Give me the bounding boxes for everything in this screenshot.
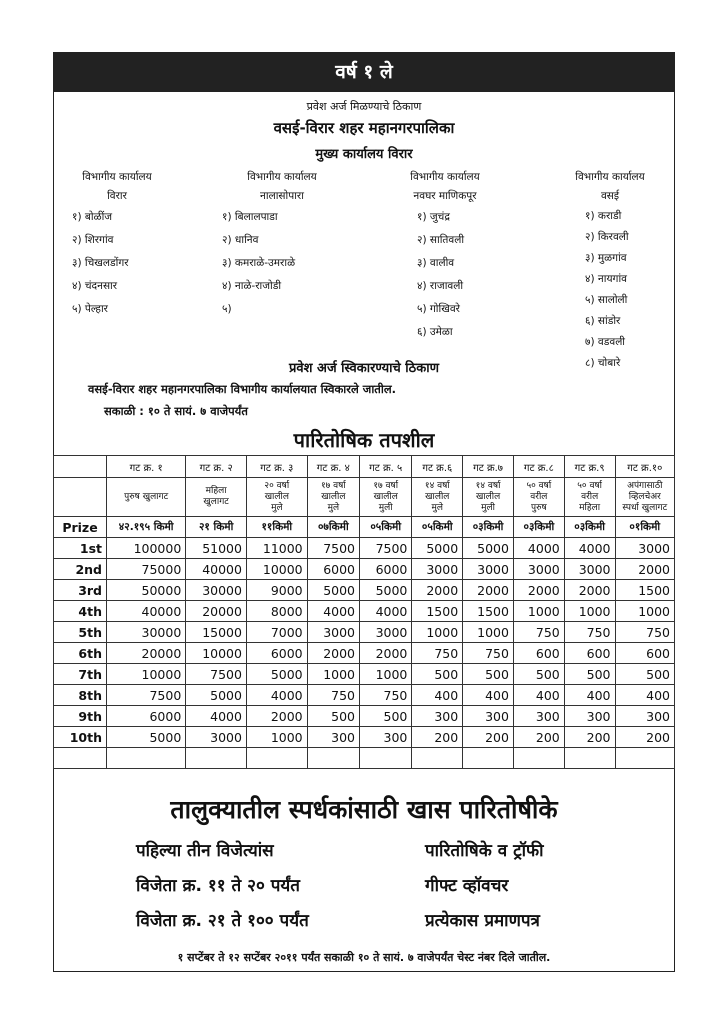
blank-cell bbox=[412, 748, 463, 769]
rank-cell: 9th bbox=[54, 706, 107, 727]
category-line: खालील bbox=[321, 491, 346, 502]
prize-amount: 3000 bbox=[307, 622, 359, 643]
blank-cell bbox=[564, 748, 615, 769]
rank-cell: 10th bbox=[54, 727, 107, 748]
prize-amount: 2000 bbox=[412, 580, 463, 601]
prize-amount: 2000 bbox=[513, 580, 564, 601]
prize-section-title: पारितोषिक तपशील bbox=[293, 428, 435, 452]
prize-amount: 6000 bbox=[246, 643, 307, 664]
group-header: गट क्र.१० bbox=[615, 456, 674, 478]
office-heading: विभागीय कार्यालय bbox=[575, 171, 645, 183]
category-line: ५० वर्षा bbox=[577, 480, 602, 491]
office-name: वसई bbox=[600, 190, 620, 202]
category-line: १७ वर्षा bbox=[373, 480, 399, 491]
category-header bbox=[360, 478, 412, 517]
prize-amount: 3000 bbox=[513, 559, 564, 580]
prize-amount: 2000 bbox=[307, 643, 359, 664]
prize-amount: 4000 bbox=[513, 538, 564, 559]
prize-amount: 2000 bbox=[615, 559, 674, 580]
office-column bbox=[62, 168, 172, 321]
category-header bbox=[513, 478, 564, 517]
prize-amount: 5000 bbox=[186, 685, 247, 706]
office-ward-item: ६) सांडोर bbox=[585, 315, 621, 327]
prize-amount: 2000 bbox=[360, 643, 412, 664]
special-prizes-title: तालुक्यातील स्पर्धकांसाठी खास पारितोषीके bbox=[170, 795, 558, 824]
prize-amount: 20000 bbox=[186, 601, 247, 622]
prize-amount: 750 bbox=[564, 622, 615, 643]
prize-amount: 4000 bbox=[307, 601, 359, 622]
prize-amount: 500 bbox=[564, 664, 615, 685]
category-header bbox=[107, 478, 186, 517]
category-line: मुले bbox=[431, 502, 444, 513]
office-name: नालासोपारा bbox=[260, 190, 304, 202]
office-ward-item: ४) राजावली bbox=[417, 280, 464, 292]
office-ward-item: ४) चंदनसार bbox=[72, 280, 118, 292]
category-line: मुले bbox=[327, 502, 340, 513]
category-line: १७ वर्षा bbox=[320, 480, 346, 491]
group-header: गट क्र. ५ bbox=[360, 456, 412, 478]
distance-cell: ०३किमी bbox=[513, 517, 564, 538]
prize-amount: 1000 bbox=[307, 664, 359, 685]
prize-amount: 750 bbox=[463, 643, 514, 664]
special-prize-condition: विजेता क्र. ११ ते २० पर्यंत bbox=[136, 876, 300, 896]
office-heading: विभागीय कार्यालय bbox=[247, 171, 317, 183]
prize-amount: 300 bbox=[513, 706, 564, 727]
office-ward-item: १) कराडी bbox=[585, 210, 622, 222]
special-prize-award: पारितोषिके व ट्रॉफी bbox=[425, 841, 544, 861]
distance-cell: ०३किमी bbox=[564, 517, 615, 538]
prize-amount: 1000 bbox=[564, 601, 615, 622]
office-ward-item: १) बोळींज bbox=[72, 211, 113, 223]
category-header bbox=[186, 478, 247, 517]
category-header bbox=[246, 478, 307, 517]
prize-amount: 300 bbox=[615, 706, 674, 727]
prize-amount: 400 bbox=[513, 685, 564, 706]
prize-amount: 3000 bbox=[615, 538, 674, 559]
group-header: गट क्र. १ bbox=[107, 456, 186, 478]
office-ward-item: ५) गोखिवरे bbox=[417, 303, 460, 315]
office-ward-item: १) बिलालपाडा bbox=[222, 211, 278, 223]
office-ward-item: ४) नाळे-राजोडी bbox=[222, 280, 282, 292]
prize-amount: 500 bbox=[360, 706, 412, 727]
prize-amount: 1000 bbox=[513, 601, 564, 622]
blank-cell bbox=[246, 748, 307, 769]
group-header: गट क्र.७ bbox=[463, 456, 514, 478]
office-ward-item: २) सातिवली bbox=[417, 234, 465, 246]
office-ward-item: ७) वडवली bbox=[585, 336, 626, 348]
prize-amount: 500 bbox=[513, 664, 564, 685]
office-ward-item: २) किरवली bbox=[585, 231, 629, 243]
prize-amount: 500 bbox=[615, 664, 674, 685]
category-line: वरील bbox=[581, 491, 599, 502]
category-line: खालील bbox=[264, 491, 289, 502]
prize-amount: 2000 bbox=[463, 580, 514, 601]
category-line: मुले bbox=[271, 502, 283, 513]
prize-amount: 7500 bbox=[186, 664, 247, 685]
category-line: पुरुष bbox=[530, 502, 547, 513]
office-ward-item: २) शिरगांव bbox=[72, 234, 114, 246]
prize-amount: 750 bbox=[307, 685, 359, 706]
prize-amount: 9000 bbox=[246, 580, 307, 601]
prize-amount: 6000 bbox=[107, 706, 186, 727]
category-line: अपंगासाठी bbox=[627, 480, 663, 491]
prize-amount: 600 bbox=[513, 643, 564, 664]
office-ward-item: ६) उमेळा bbox=[417, 326, 453, 338]
prize-amount: 75000 bbox=[107, 559, 186, 580]
prize-amount: 50000 bbox=[107, 580, 186, 601]
category-line: मुली bbox=[378, 502, 393, 513]
category-header bbox=[615, 478, 674, 517]
prize-amount: 4000 bbox=[564, 538, 615, 559]
prize-amount: 1000 bbox=[615, 601, 674, 622]
prize-amount: 750 bbox=[513, 622, 564, 643]
blank-cell bbox=[463, 748, 514, 769]
special-prize-condition: पहिल्या तीन विजेत्यांस bbox=[136, 841, 274, 861]
prize-amount: 2000 bbox=[564, 580, 615, 601]
rank-cell: 4th bbox=[54, 601, 107, 622]
office-ward-item: ३) वालीव bbox=[417, 257, 455, 269]
prize-amount: 1500 bbox=[615, 580, 674, 601]
distance-cell: ०७किमी bbox=[307, 517, 359, 538]
prize-amount: 1500 bbox=[412, 601, 463, 622]
category-line: ५० वर्षा bbox=[526, 480, 552, 491]
prize-amount: 1500 bbox=[463, 601, 514, 622]
rank-cell: 6th bbox=[54, 643, 107, 664]
blank-cell bbox=[107, 748, 186, 769]
prize-amount: 200 bbox=[564, 727, 615, 748]
distance-cell: ४२.१९५ किमी bbox=[107, 517, 186, 538]
acceptance-line-1: वसई-विरार शहर महानगरपालिका विभागीय कार्यालयात स्विकारले जातील. bbox=[88, 382, 396, 396]
prize-amount: 400 bbox=[564, 685, 615, 706]
office-ward-item: ३) मुळगांव bbox=[585, 252, 627, 264]
prize-amount: 4000 bbox=[246, 685, 307, 706]
group-header: गट क्र.६ bbox=[412, 456, 463, 478]
category-header bbox=[307, 478, 359, 517]
prize-amount: 7000 bbox=[246, 622, 307, 643]
prize-amount: 3000 bbox=[360, 622, 412, 643]
category-line: महिला bbox=[579, 502, 601, 513]
prize-amount: 10000 bbox=[186, 643, 247, 664]
rank-cell: 2nd bbox=[54, 559, 107, 580]
distance-cell: ०५किमी bbox=[412, 517, 463, 538]
rank-cell: 5th bbox=[54, 622, 107, 643]
category-line: पुरुष खुलागट bbox=[124, 491, 169, 502]
category-line: खुलागट bbox=[203, 497, 229, 507]
prize-amount: 5000 bbox=[107, 727, 186, 748]
year-header: वर्ष १ ले bbox=[53, 52, 675, 92]
rank-cell: 8th bbox=[54, 685, 107, 706]
rank-cell: 7th bbox=[54, 664, 107, 685]
special-prize-award: गीफ्ट व्हॉवचर bbox=[425, 876, 509, 896]
category-line: खालील bbox=[425, 491, 450, 502]
office-ward-item: ५) सालोली bbox=[585, 294, 628, 306]
special-prize-condition: विजेता क्र. २१ ते १०० पर्यंत bbox=[136, 911, 309, 931]
prize-amount: 1000 bbox=[463, 622, 514, 643]
office-ward-item: ८) चोबारे bbox=[585, 357, 621, 369]
distance-cell: ०३किमी bbox=[463, 517, 514, 538]
prize-amount: 750 bbox=[412, 643, 463, 664]
prize-amount: 400 bbox=[463, 685, 514, 706]
prize-amount: 5000 bbox=[360, 580, 412, 601]
prize-amount: 10000 bbox=[246, 559, 307, 580]
prize-amount: 3000 bbox=[412, 559, 463, 580]
distance-cell: ०१किमी bbox=[615, 517, 674, 538]
office-column bbox=[555, 168, 665, 374]
prize-amount: 2000 bbox=[246, 706, 307, 727]
prize-amount: 750 bbox=[360, 685, 412, 706]
group-header: गट क्र.९ bbox=[564, 456, 615, 478]
category-line: वरील bbox=[530, 491, 548, 502]
rank-cell: 1st bbox=[54, 538, 107, 559]
category-line: २० वर्षा bbox=[264, 480, 290, 491]
prize-amount: 7500 bbox=[307, 538, 359, 559]
prize-amount: 5000 bbox=[463, 538, 514, 559]
prize-amount: 500 bbox=[412, 664, 463, 685]
prize-amount: 3000 bbox=[186, 727, 247, 748]
blank-cell bbox=[186, 748, 247, 769]
category-header bbox=[463, 478, 514, 517]
blank-cell bbox=[513, 748, 564, 769]
category-line: स्पर्धा खुलागट bbox=[622, 502, 668, 513]
prize-amount: 4000 bbox=[360, 601, 412, 622]
category-header bbox=[412, 478, 463, 517]
prize-amount: 51000 bbox=[186, 538, 247, 559]
office-heading: विभागीय कार्यालय bbox=[82, 171, 152, 183]
group-header: गट क्र. ३ bbox=[246, 456, 307, 478]
offices-subtitle: प्रवेश अर्ज मिळण्याचे ठिकाण bbox=[306, 100, 422, 113]
prize-amount: 3000 bbox=[564, 559, 615, 580]
office-ward-item: १) जुचंद्र bbox=[417, 211, 450, 223]
category-line: महिला bbox=[205, 486, 227, 496]
acceptance-line-2: सकाळी : १० ते सायं. ७ वाजेपर्यंत bbox=[104, 404, 248, 418]
prize-amount: 500 bbox=[463, 664, 514, 685]
prize-amount: 300 bbox=[564, 706, 615, 727]
distance-cell: ०५किमी bbox=[360, 517, 412, 538]
prize-amount: 300 bbox=[307, 727, 359, 748]
prize-amount: 11000 bbox=[246, 538, 307, 559]
office-ward-item: ५) पेल्हार bbox=[72, 303, 108, 315]
corner-cell bbox=[54, 478, 107, 517]
prize-amount: 30000 bbox=[186, 580, 247, 601]
prize-amount: 5000 bbox=[246, 664, 307, 685]
distance-cell: ११किमी bbox=[246, 517, 307, 538]
hq-name: मुख्य कार्यालय विरार bbox=[315, 147, 413, 162]
prize-amount: 300 bbox=[360, 727, 412, 748]
chest-number-note: १ सप्टेंबर ते १२ सप्टेंबर २०११ पर्यंत सकाळी १० ते सायं. ७ वाजेपर्यंत चेस्ट नंबर दिले जातील. bbox=[177, 951, 551, 964]
prize-amount: 1000 bbox=[360, 664, 412, 685]
prize-amount: 7500 bbox=[107, 685, 186, 706]
category-line: १४ वर्षा bbox=[475, 480, 501, 491]
category-line: खालील bbox=[373, 491, 398, 502]
prize-amount: 10000 bbox=[107, 664, 186, 685]
office-ward-item: ३) कमराळे-उमराळे bbox=[222, 257, 296, 269]
prize-amount: 200 bbox=[615, 727, 674, 748]
prize-amount: 600 bbox=[564, 643, 615, 664]
distance-cell: २१ किमी bbox=[186, 517, 247, 538]
prize-amount: 200 bbox=[412, 727, 463, 748]
prize-label: Prize bbox=[54, 517, 107, 538]
category-line: खालील bbox=[475, 491, 501, 502]
special-prize-award: प्रत्येकास प्रमाणपत्र bbox=[425, 911, 540, 931]
blank-cell bbox=[307, 748, 359, 769]
blank-cell bbox=[54, 748, 107, 769]
prize-amount: 40000 bbox=[107, 601, 186, 622]
category-line: मुली bbox=[481, 502, 495, 513]
prize-amount: 400 bbox=[615, 685, 674, 706]
blank-cell bbox=[615, 748, 674, 769]
office-ward-item: २) धानिव bbox=[222, 234, 259, 246]
category-line: १४ वर्षा bbox=[424, 480, 450, 491]
corner-cell bbox=[54, 456, 107, 478]
prize-amount: 6000 bbox=[307, 559, 359, 580]
office-heading: विभागीय कार्यालय bbox=[410, 171, 480, 183]
prize-amount: 8000 bbox=[246, 601, 307, 622]
prize-amount: 15000 bbox=[186, 622, 247, 643]
prize-amount: 300 bbox=[463, 706, 514, 727]
blank-cell bbox=[360, 748, 412, 769]
office-name: नवघर माणिकपूर bbox=[413, 190, 477, 202]
prize-amount: 750 bbox=[615, 622, 674, 643]
office-name: विरार bbox=[107, 190, 127, 202]
prize-amount: 1000 bbox=[246, 727, 307, 748]
prize-amount: 30000 bbox=[107, 622, 186, 643]
prize-amount: 5000 bbox=[412, 538, 463, 559]
office-ward-item: ५) bbox=[222, 303, 232, 315]
prize-amount: 20000 bbox=[107, 643, 186, 664]
prize-amount: 5000 bbox=[307, 580, 359, 601]
prize-amount: 3000 bbox=[463, 559, 514, 580]
acceptance-title: प्रवेश अर्ज स्विकारण्याचे ठिकाण bbox=[289, 361, 439, 376]
prize-amount: 40000 bbox=[186, 559, 247, 580]
prize-amount: 1000 bbox=[412, 622, 463, 643]
office-column bbox=[385, 168, 505, 344]
prize-amount: 600 bbox=[615, 643, 674, 664]
prize-amount: 200 bbox=[463, 727, 514, 748]
office-ward-item: ३) चिखलडोंगर bbox=[72, 257, 129, 269]
office-ward-item: ४) नायगांव bbox=[585, 273, 627, 285]
category-header bbox=[564, 478, 615, 517]
prize-amount: 200 bbox=[513, 727, 564, 748]
prize-amount: 6000 bbox=[360, 559, 412, 580]
prize-amount: 100000 bbox=[107, 538, 186, 559]
org-name: वसई-विरार शहर महानगरपालिका bbox=[273, 119, 455, 137]
prize-amount: 300 bbox=[412, 706, 463, 727]
office-column bbox=[212, 168, 352, 321]
prize-table bbox=[53, 455, 675, 769]
group-header: गट क्र. २ bbox=[186, 456, 247, 478]
group-header: गट क्र.८ bbox=[513, 456, 564, 478]
prize-amount: 500 bbox=[307, 706, 359, 727]
rank-cell: 3rd bbox=[54, 580, 107, 601]
group-header: गट क्र. ४ bbox=[307, 456, 359, 478]
prize-amount: 4000 bbox=[186, 706, 247, 727]
prize-amount: 7500 bbox=[360, 538, 412, 559]
prize-amount: 400 bbox=[412, 685, 463, 706]
category-line: व्हिलचेअर bbox=[628, 491, 661, 502]
